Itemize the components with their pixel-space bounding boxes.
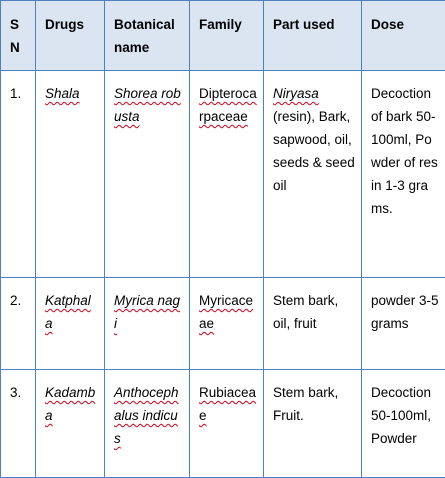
part-used-italic: Niryasa <box>273 86 319 101</box>
family-name: Rubiaceae <box>199 385 256 423</box>
family-name: Myricaceae <box>199 293 253 331</box>
header-dose: Dose <box>362 1 445 71</box>
header-drugs: Drugs <box>36 1 105 71</box>
cell-family <box>190 278 264 370</box>
cell-family <box>190 71 264 278</box>
cell-family <box>190 370 264 478</box>
cell-part-used: Stem bark, Fruit. <box>264 370 362 478</box>
botanical-name: Anthocephalus indicus <box>114 385 179 446</box>
cell-sn: 3. <box>1 370 36 478</box>
table-row <box>1 278 445 370</box>
cell-part-used <box>264 71 362 278</box>
header-botanical-name: Botanical name <box>105 1 190 71</box>
drug-name: Katphala <box>45 293 91 331</box>
cell-botanical <box>105 370 190 478</box>
header-sn: S N <box>1 1 36 71</box>
cell-botanical <box>105 71 190 278</box>
cell-dose: Decoction of bark 50-100ml, Powder of resin 1-3 grams. <box>362 71 445 278</box>
cell-part-used: Stem bark, oil, fruit <box>264 278 362 370</box>
cell-drug <box>36 278 105 370</box>
cell-sn: 2. <box>1 278 36 370</box>
cell-dose: powder 3-5 grams <box>362 278 445 370</box>
cell-botanical <box>105 278 190 370</box>
botanical-name: Myrica nagi <box>114 293 180 331</box>
botanical-name: Shorea robusta <box>114 86 181 124</box>
header-part-used: Part used <box>264 1 362 71</box>
cell-dose: Decoction 50-100ml, Powder <box>362 370 445 478</box>
cell-sn: 1. <box>1 71 36 278</box>
header-family: Family <box>190 1 264 71</box>
part-used-text: (resin), Bark, sapwood, oil, seeds & seed oil <box>273 109 355 193</box>
drug-name: Shala <box>45 86 80 101</box>
drug-name: Kadamba <box>45 385 95 423</box>
table-row <box>1 370 445 478</box>
table-header-row <box>1 1 445 71</box>
family-name: Dipterocarpaceae <box>199 86 257 124</box>
cell-drug <box>36 370 105 478</box>
table-row <box>1 71 445 278</box>
cell-drug <box>36 71 105 278</box>
